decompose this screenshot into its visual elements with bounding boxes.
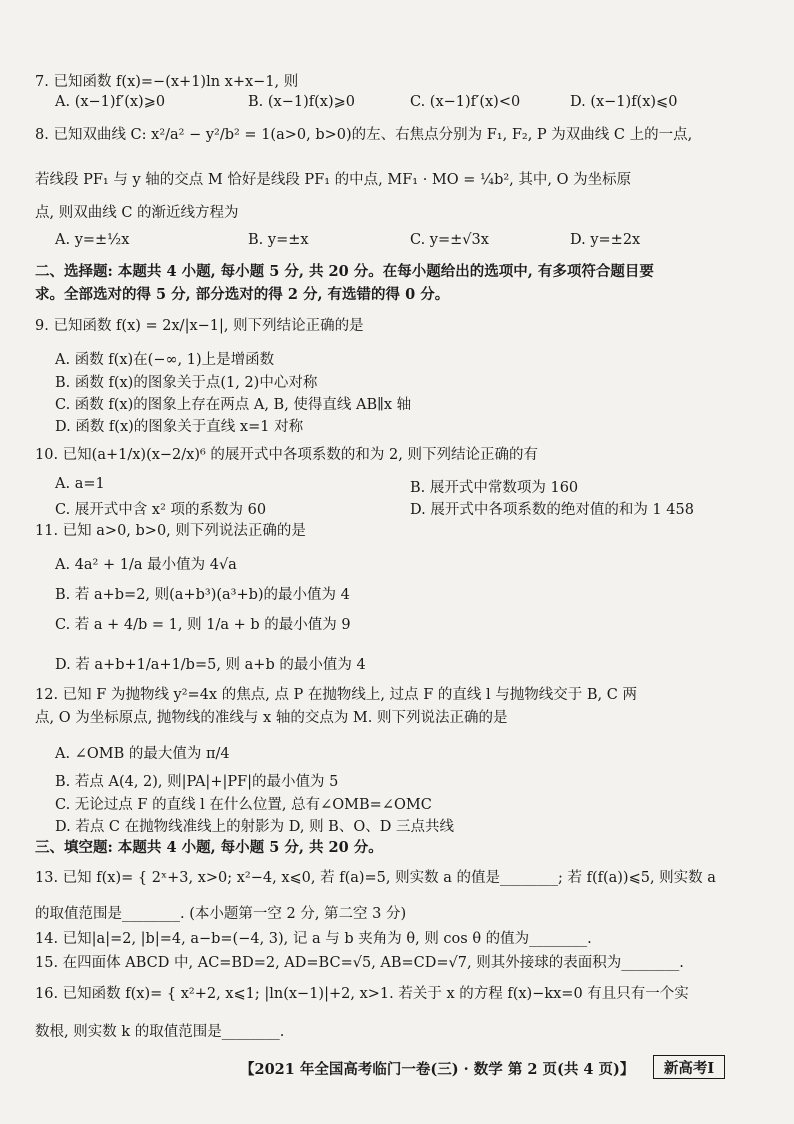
- q9-option-b: B. 函数 f(x)的图象关于点(1, 2)中心对称: [55, 375, 318, 391]
- q8-line2: 若线段 PF₁ 与 y 轴的交点 M 恰好是线段 PF₁ 的中点, MF₁ · MO = ¼b², 其中, O 为坐标原: [35, 172, 632, 188]
- q11-option-a: A. 4a² + 1/a 最小值为 4√a: [55, 557, 237, 573]
- q8-line3: 点, 则双曲线 C 的渐近线方程为: [35, 205, 239, 221]
- q8-option-d: D. y=±2x: [570, 232, 641, 248]
- q12-line1: 12. 已知 F 为抛物线 y²=4x 的焦点, 点 P 在抛物线上, 过点 F 的直线 l 与抛物线交于 B, C 两: [35, 687, 637, 703]
- q7-option-b: B. (x−1)f(x)⩾0: [248, 94, 355, 110]
- q8-line1: 8. 已知双曲线 C: x²/a² − y²/b² = 1(a>0, b>0)的左、右焦点分别为 F₁, F₂, P 为双曲线 C 上的一点,: [35, 127, 693, 143]
- section2-instructions: 求。全部选对的得 5 分, 部分选对的得 2 分, 有选错的得 0 分。: [35, 286, 450, 303]
- q10-option-c: C. 展开式中含 x² 项的系数为 60: [55, 502, 267, 518]
- page-footer: 【2021 年全国高考临门一卷(三) · 数学 第 2 页(共 4 页)】: [240, 1061, 635, 1078]
- q7-option-d: D. (x−1)f(x)⩽0: [570, 94, 678, 110]
- q9-option-c: C. 函数 f(x)的图象上存在两点 A, B, 使得直线 AB∥x 轴: [55, 397, 412, 413]
- q10-option-d: D. 展开式中各项系数的绝对值的和为 1 458: [410, 502, 694, 518]
- q8-option-c: C. y=±√3x: [410, 232, 489, 248]
- q7-option-c: C. (x−1)f′(x)<0: [410, 94, 521, 110]
- q16-line1: 16. 已知函数 f(x)= { x²+2, x⩽1; |ln(x−1)|+2, x>1. 若关于 x 的方程 f(x)−kx=0 有且只有一个实: [35, 986, 689, 1002]
- section2-heading: 二、选择题: 本题共 4 小题, 每小题 5 分, 共 20 分。在每小题给出的选项中, 有多项符合题目要: [35, 263, 654, 280]
- q15-text: 15. 在四面体 ABCD 中, AC=BD=2, AD=BC=√5, AB=CD=√7, 则其外接球的表面积为________.: [35, 955, 684, 971]
- q11-option-c: C. 若 a + 4/b = 1, 则 1/a + b 的最小值为 9: [55, 617, 351, 633]
- q9-option-d: D. 函数 f(x)的图象关于直线 x=1 对称: [55, 419, 304, 435]
- q11-option-b: B. 若 a+b=2, 则(a+b³)(a³+b)的最小值为 4: [55, 587, 350, 603]
- q9-option-a: A. 函数 f(x)在(−∞, 1)上是增函数: [55, 352, 275, 368]
- q12-option-c: C. 无论过点 F 的直线 l 在什么位置, 总有∠OMB=∠OMC: [55, 797, 432, 813]
- q16-line2: 数根, 则实数 k 的取值范围是________.: [35, 1024, 285, 1040]
- q12-line2: 点, O 为坐标原点, 抛物线的准线与 x 轴的交点为 M. 则下列说法正确的是: [35, 710, 508, 726]
- q12-option-d: D. 若点 C 在抛物线准线上的射影为 D, 则 B、O、D 三点共线: [55, 819, 454, 835]
- q14-text: 14. 已知|a|=2, |b|=4, a−b=(−4, 3), 记 a 与 b 夹角为 θ, 则 cos θ 的值为________.: [35, 931, 592, 947]
- q12-option-a: A. ∠OMB 的最大值为 π/4: [55, 746, 230, 762]
- q13-line2: 的取值范围是________. (本小题第一空 2 分, 第二空 3 分): [35, 906, 407, 922]
- q13-line1: 13. 已知 f(x)= { 2ˣ+3, x>0; x²−4, x⩽0, 若 f(a)=5, 则实数 a 的值是________; 若 f(f(a))⩽5, 则实数 a: [35, 870, 716, 886]
- q8-option-a: A. y=±½x: [55, 232, 130, 248]
- q11-stem: 11. 已知 a>0, b>0, 则下列说法正确的是: [35, 523, 306, 539]
- section3-heading: 三、填空题: 本题共 4 小题, 每小题 5 分, 共 20 分。: [35, 839, 383, 856]
- q10-option-a: A. a=1: [55, 476, 105, 492]
- q11-option-d: D. 若 a+b+1/a+1/b=5, 则 a+b 的最小值为 4: [55, 657, 366, 673]
- q7-stem: 7. 已知函数 f(x)=−(x+1)ln x+x−1, 则: [35, 74, 299, 90]
- exam-type-badge: 新高考Ⅰ: [653, 1055, 725, 1079]
- q10-stem: 10. 已知(a+1/x)(x−2/x)⁶ 的展开式中各项系数的和为 2, 则下列结论正确的有: [35, 447, 538, 463]
- q12-option-b: B. 若点 A(4, 2), 则|PA|+|PF|的最小值为 5: [55, 774, 339, 790]
- q7-option-a: A. (x−1)f′(x)⩾0: [55, 94, 166, 110]
- q8-option-b: B. y=±x: [248, 232, 309, 248]
- q10-option-b: B. 展开式中常数项为 160: [410, 480, 579, 496]
- q9-stem: 9. 已知函数 f(x) = 2x/|x−1|, 则下列结论正确的是: [35, 318, 364, 334]
